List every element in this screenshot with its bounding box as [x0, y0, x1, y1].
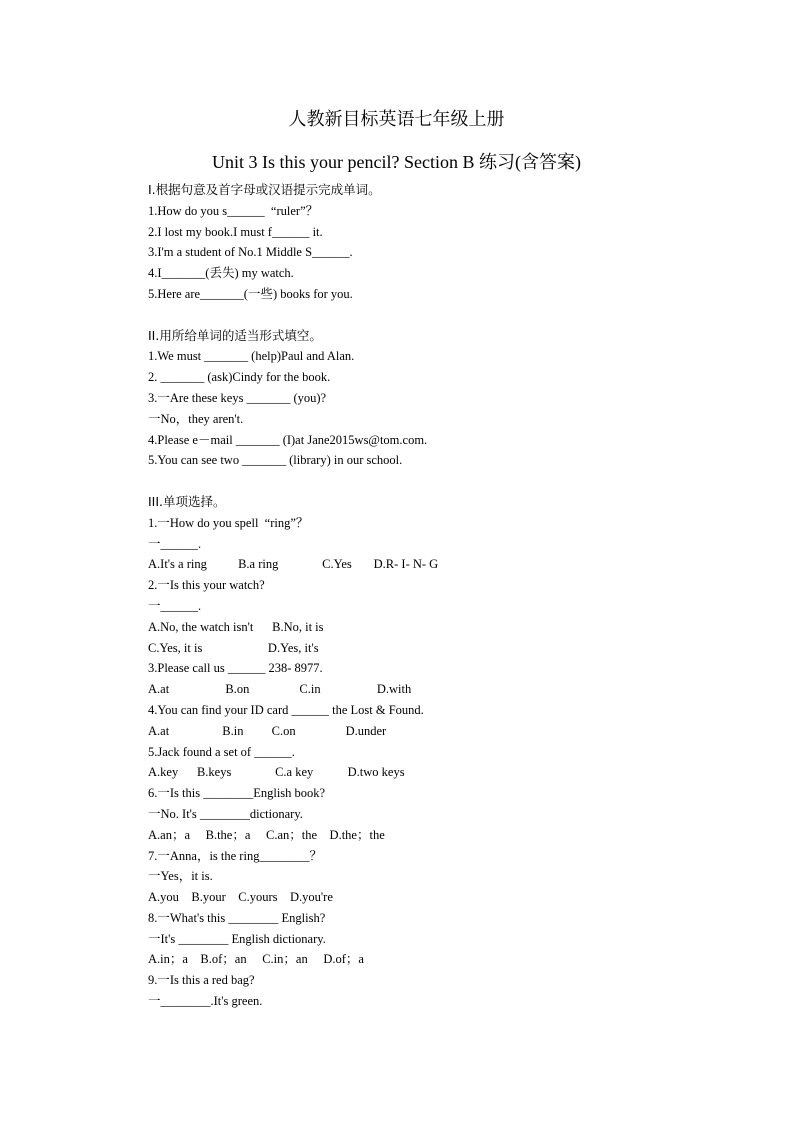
section-3-heading: III.单项选择。: [148, 493, 226, 509]
question-line: 7.一Anna，is the ring________？: [148, 848, 322, 863]
question-line: 1.How do you s______ “ruler”？: [148, 203, 319, 218]
question-line: 2.I lost my book.I must f______ it.: [148, 224, 323, 239]
question-line: 9.一Is this a red bag?: [148, 973, 255, 988]
answer-line: 一______.: [148, 536, 202, 551]
options-line: A.It's a ring B.a ring C.Yes D.R- I- N- G: [148, 557, 439, 572]
question-line: 3.Please call us ______ 238- 8977.: [148, 661, 323, 676]
section-spacer: [148, 471, 748, 492]
document-subtitle: Unit 3 Is this your pencil? Section B 练习(含答案): [212, 152, 581, 172]
options-line: A.you B.your C.yours D.you're: [148, 890, 333, 905]
answer-line: 一No. It's ________dictionary.: [148, 806, 303, 821]
answer-line: 一It's ________ English dictionary.: [148, 931, 326, 946]
question-line: 一No，they aren't.: [148, 411, 244, 426]
question-line: 1.一How do you spell “ring”？: [148, 515, 309, 530]
answer-line: 一________.It's green.: [148, 994, 263, 1009]
section-2-heading: II.用所给单词的适当形式填空。: [148, 327, 322, 343]
options-line: A.No, the watch isn't B.No, it is: [148, 619, 324, 634]
options-line: A.at B.in C.on D.under: [148, 723, 387, 738]
question-line: 4.Please e－mail _______ (I)at Jane2015ws@tom.com.: [148, 432, 428, 447]
answer-line: 一______.: [148, 598, 202, 613]
section-1-heading: I.根据句意及首字母或汉语提示完成单词。: [148, 182, 381, 197]
question-line: 1.We must _______ (help)Paul and Alan.: [148, 349, 355, 364]
document-title: 人教新目标英语七年级上册: [288, 109, 505, 129]
options-line: A.at B.on C.in D.with: [148, 682, 412, 697]
options-line: C.Yes, it is D.Yes, it's: [148, 640, 319, 655]
question-line: 4.I_______(丢失) my watch.: [148, 266, 294, 281]
options-line: A.an；a B.the；a C.an；the D.the；the: [148, 827, 385, 842]
question-line: 3.I'm a student of No.1 Middle S______.: [148, 245, 353, 260]
section-spacer: [148, 305, 748, 326]
question-line: 2. _______ (ask)Cindy for the book.: [148, 370, 331, 385]
question-line: 8.一What's this ________ English?: [148, 910, 326, 925]
worksheet-content: [148, 180, 748, 1012]
options-line: A.in；a B.of；an C.in；an D.of；a: [148, 952, 364, 967]
question-line: 4.You can find your ID card ______ the Lost & Found.: [148, 702, 424, 717]
question-line: 5.Jack found a set of ______.: [148, 744, 295, 759]
question-line: 3.一Are these keys _______ (you)?: [148, 390, 327, 405]
question-line: 5.You can see two _______ (library) in our school.: [148, 453, 403, 468]
question-line: 6.一Is this ________English book?: [148, 786, 326, 801]
question-line: 2.一Is this your watch?: [148, 578, 265, 593]
options-line: A.key B.keys C.a key D.two keys: [148, 765, 405, 780]
question-line: 5.Here are_______(一些) books for you.: [148, 286, 353, 301]
answer-line: 一Yes，it is.: [148, 869, 213, 884]
